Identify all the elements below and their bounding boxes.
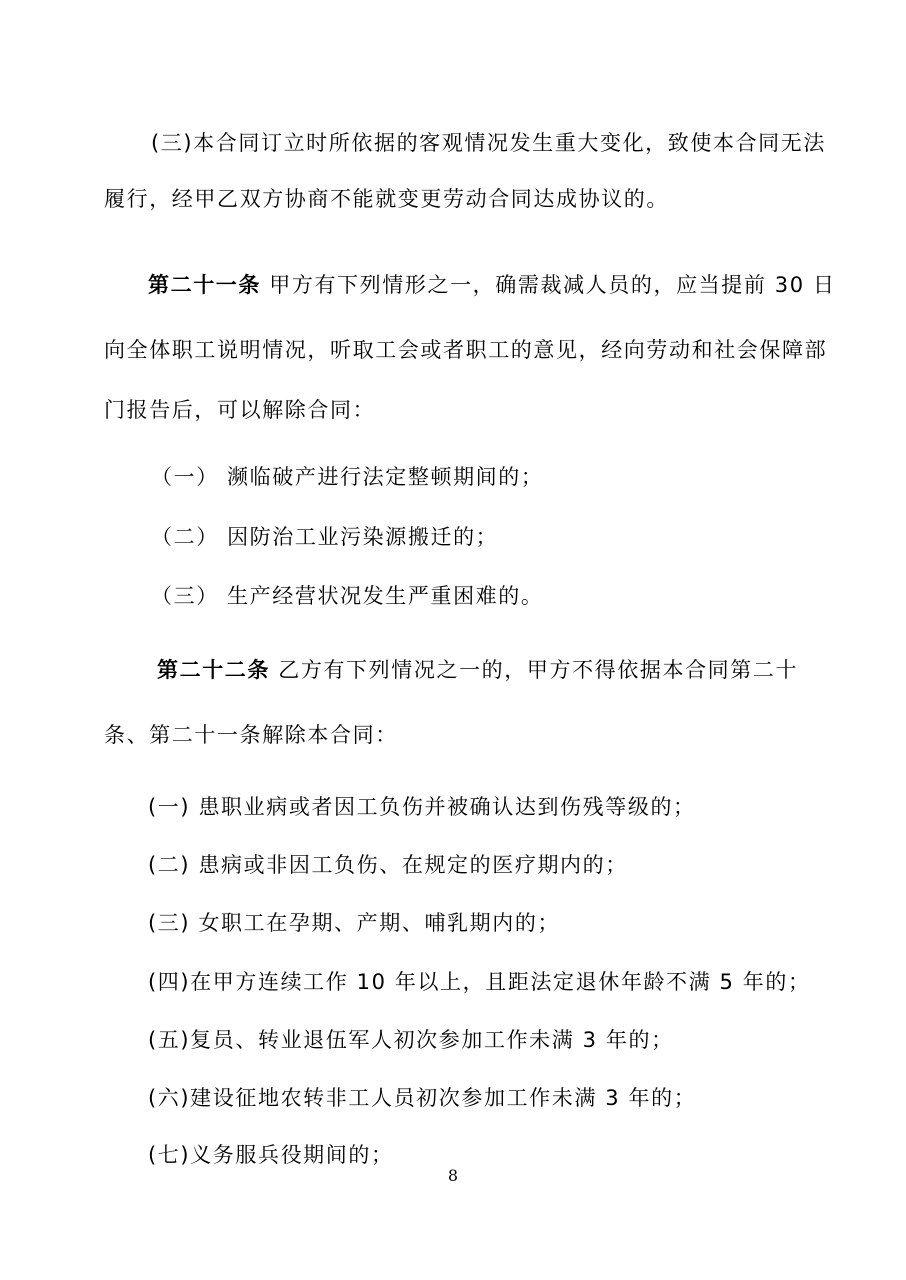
- list-item: （三） 生产经营状况发生严重困难的。: [151, 584, 544, 608]
- article-21-first-line: [148, 270, 836, 300]
- list-item: (二) 患病或非因工负伤、在规定的医疗期内的；: [148, 853, 628, 877]
- list-item: (六)建设征地农转非工人员初次参加工作未满 3 年的；: [148, 1086, 697, 1110]
- list-item: （二） 因防治工业污染源搬迁的；: [151, 525, 499, 549]
- list-item: （一） 濒临破产进行法定整顿期间的；: [151, 465, 544, 489]
- article-21-heading: 第二十一条: [148, 273, 261, 297]
- list-item: (七)义务服兵役期间的；: [148, 1143, 394, 1167]
- list-item: (五)复员、转业退伍军人初次参加工作未满 3 年的；: [148, 1028, 674, 1052]
- paragraph-line: (三)本合同订立时所依据的客观情况发生重大变化，致使本合同无法: [151, 131, 826, 155]
- paragraph-line: 向全体职工说明情况，听取工会或者职工的意见，经向劳动和社会保障部: [104, 338, 828, 362]
- list-item: (三) 女职工在孕期、产期、哺乳期内的；: [148, 911, 561, 935]
- list-item: (一) 患职业病或者因工负伤并被确认达到伤残等级的；: [148, 795, 696, 819]
- article-22-text: 乙方有下列情况之一的，甲方不得依据本合同第二十: [278, 658, 799, 682]
- article-22-heading: 第二十二条: [157, 658, 270, 682]
- list-item: (四)在甲方连续工作 10 年以上，且距法定退休年龄不满 5 年的；: [148, 970, 811, 994]
- paragraph-line: 履行，经甲乙双方协商不能就变更劳动合同达成协议的。: [104, 187, 669, 211]
- page-number: 8: [447, 1166, 459, 1185]
- paragraph-line: 条、第二十一条解除本合同：: [104, 723, 398, 747]
- article-22-first-line: [157, 655, 798, 685]
- article-21-text: 甲方有下列情形之一，确需裁减人员的，应当提前 30 日: [269, 273, 836, 297]
- paragraph-line: 门报告后，可以解除合同：: [104, 398, 376, 422]
